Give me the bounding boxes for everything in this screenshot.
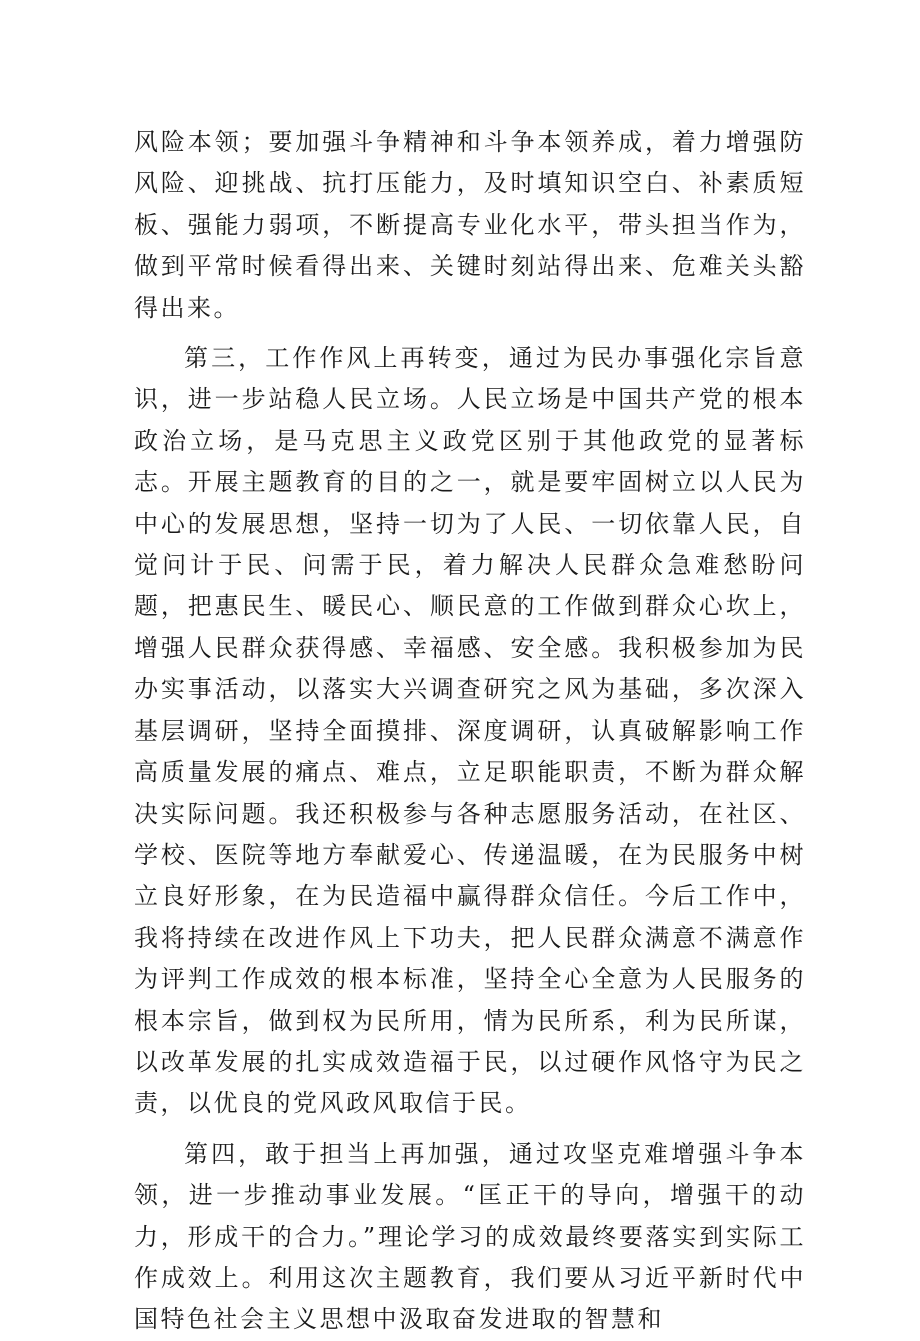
paragraph-gap: [134, 1125, 806, 1134]
paragraph-gap: [134, 329, 806, 338]
paragraph-1: 风险本领；要加强斗争精神和斗争本领养成，着力增强防风险、迎挑战、抗打压能力，及时填知识空白、补素质短板、强能力弱项，不断提高专业化水平，带头担当作为，做到平常时候看得出来、关键时刻站得出来、危难关头豁得出来。: [134, 128, 806, 322]
paragraph-2: 第三，工作作风上再转变，通过为民办事强化宗旨意识，进一步站稳人民立场。人民立场是中国共产党的根本政治立场，是马克思主义政党区别于其他政党的显著标志。开展主题教育的目的之一，就是要牢固树立以人民为中心的发展思想，坚持一切为了人民、一切依靠人民，自觉问计于民、问需于民，着力解决人民群众急难愁盼问题，把惠民生、暖民心、顺民意的工作做到群众心坎上，增强人民群众获得感、幸福感、安全感。我积极参加为民办实事活动，以落实大兴调查研究之风为基础，多次深入基层调研，坚持全面摸排、深度调研，认真破解影响工作高质量发展的痛点、难点，立足职能职责，不断为群众解决实际问题。我还积极参与各种志愿服务活动，在社区、学校、医院等地方奉献爱心、传递温暖，在为民服务中树立良好形象，在为民造福中赢得群众信任。今后工作中，我将持续在改进作风上下功夫，把人民群众满意不满意作为评判工作成效的根本标准，坚持全心全意为人民服务的根本宗旨，做到权为民所用，情为民所系，利为民所谋，以改革发展的扎实成效造福于民，以过硬作风恪守为民之责，以优良的党风政风取信于民。: [134, 344, 806, 1118]
paragraph-3: 第四，敢于担当上再加强，通过攻坚克难增强斗争本领，进一步推动事业发展。“匡正干的导向，增强干的动力，形成干的合力。”理论学习的成效最终要落实到实际工作成效上。利用这次主题教育，我们要从习近平新时代中国特色社会主义思想中汲取奋发进取的智慧和: [134, 1139, 806, 1334]
body-text: [134, 122, 806, 1341]
